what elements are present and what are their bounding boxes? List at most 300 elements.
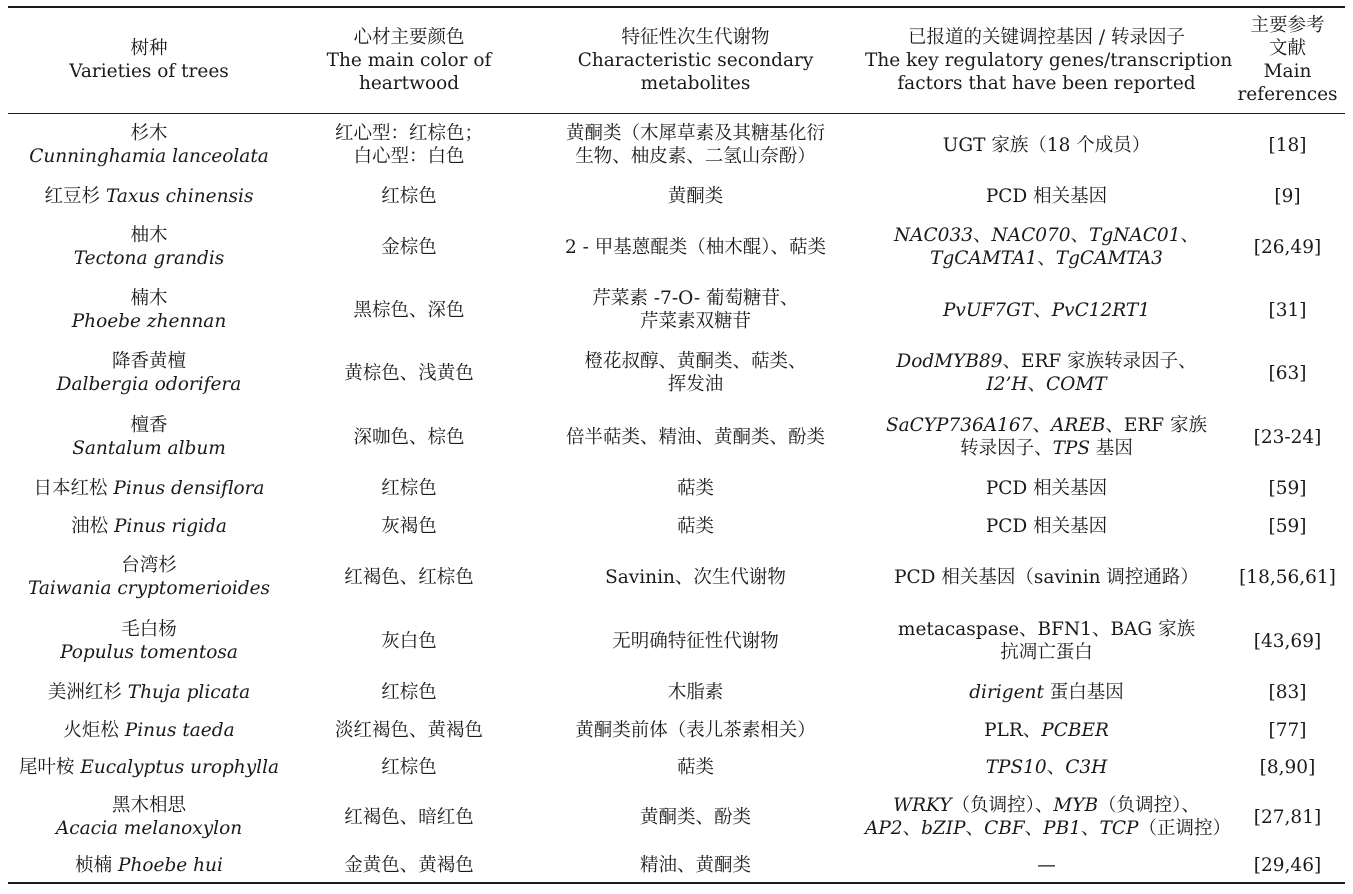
- cell-heartwood-color: [290, 113, 528, 177]
- cell-species: [8, 545, 290, 609]
- cell-heartwood-color-line: [292, 426, 526, 449]
- cell-metabolites-line: [530, 373, 861, 396]
- cell-heartwood-color-line: [292, 566, 526, 589]
- cell-heartwood-color-line: [292, 122, 526, 145]
- cell-genes: [863, 507, 1230, 545]
- header-metabolites-zh: 特征性次生代谢物: [621, 26, 770, 48]
- text-segment: 檀香: [130, 415, 168, 436]
- cell-heartwood-color: [290, 749, 528, 785]
- text-segment: 降香黄檀: [111, 351, 186, 372]
- text-segment: 红棕色: [381, 477, 437, 499]
- header-references-en-2: references: [1237, 84, 1338, 106]
- italic-term: CBF: [984, 818, 1025, 839]
- cell-heartwood-color-line: [292, 854, 526, 877]
- italic-term: PvC12RT1: [1051, 299, 1151, 321]
- cell-species-line: [10, 185, 288, 208]
- italic-term: AREB: [1050, 415, 1106, 436]
- cell-species: [8, 609, 290, 673]
- cell-species-line: [10, 310, 288, 333]
- cell-metabolites: [528, 215, 863, 279]
- cell-genes: [863, 177, 1230, 215]
- cell-metabolites: [528, 405, 863, 469]
- text-segment: 抗凋亡蛋白: [1000, 642, 1093, 663]
- cell-metabolites: [528, 673, 863, 711]
- cell-metabolites-line: [530, 630, 861, 653]
- italic-term: Populus tomentosa: [60, 642, 238, 663]
- cell-species: [8, 279, 290, 341]
- cell-metabolites: [528, 849, 863, 883]
- text-segment: 萜类: [676, 756, 714, 778]
- cell-reference-text: [18]: [1268, 134, 1307, 156]
- cell-genes-line: [865, 299, 1228, 322]
- text-segment: 精油、黄酮类: [639, 855, 751, 876]
- text-segment: 黑木相思: [111, 795, 186, 816]
- cell-reference: [1230, 279, 1345, 341]
- text-segment: 毛白杨: [121, 619, 177, 640]
- cell-metabolites: [528, 279, 863, 341]
- header-species: [8, 7, 290, 113]
- text-segment: UGT 家族（18 个成员）: [942, 134, 1151, 156]
- cell-metabolites-line: [530, 122, 861, 145]
- cell-species-line: [10, 756, 288, 779]
- cell-reference-text: [9]: [1274, 185, 1301, 207]
- text-segment: Savinin、次生代谢物: [605, 566, 786, 588]
- cell-genes-line: [865, 566, 1228, 589]
- cell-genes-line: [865, 414, 1228, 437]
- cell-genes-line: [865, 756, 1228, 779]
- cell-species-line: [10, 554, 288, 577]
- header-genes: [863, 7, 1233, 113]
- header-metabolites-en-1: Characteristic secondary: [577, 49, 814, 71]
- cell-heartwood-color: [290, 279, 528, 341]
- header-color-zh: 心材主要颜色: [353, 26, 465, 48]
- text-segment: 基因: [1090, 438, 1133, 459]
- cell-heartwood-color-line: [292, 145, 526, 168]
- cell-genes-line: [865, 373, 1228, 396]
- text-segment: 芹菜素 -7-O- 葡萄糖苷、: [592, 288, 799, 309]
- header-references: [1230, 7, 1345, 113]
- cell-species: [8, 673, 290, 711]
- cell-species-line: [10, 247, 288, 270]
- text-segment: 楠木: [130, 288, 168, 309]
- italic-term: Acacia melanoxylon: [55, 818, 243, 839]
- cell-species-line: [10, 817, 288, 840]
- cell-metabolites: [528, 545, 863, 609]
- italic-term: MYB: [1053, 795, 1099, 816]
- cell-genes: [863, 113, 1230, 177]
- text-segment: 红心型：红棕色；: [334, 123, 483, 145]
- text-segment: 柚木: [130, 225, 168, 246]
- cell-species: [8, 177, 290, 215]
- cell-metabolites-line: [530, 681, 861, 704]
- italic-term: PCBER: [1041, 719, 1109, 741]
- text-segment: 、: [1070, 225, 1090, 246]
- cell-reference: [1230, 785, 1345, 849]
- cell-heartwood-color-line: [292, 719, 526, 742]
- cell-heartwood-color-line: [292, 236, 526, 259]
- cell-genes-line: [865, 350, 1228, 373]
- cell-reference: [1230, 711, 1345, 749]
- text-segment: 金棕色: [381, 236, 437, 258]
- cell-species-line: [10, 641, 288, 664]
- cell-heartwood-color: [290, 609, 528, 673]
- italic-term: NAC070: [991, 225, 1071, 246]
- cell-genes-line: [865, 618, 1228, 641]
- cell-reference: [1230, 673, 1345, 711]
- cell-genes-line: [865, 854, 1228, 877]
- text-segment: 红棕色: [381, 756, 437, 778]
- italic-term: Phoebe hui: [118, 855, 223, 876]
- table-row: [8, 177, 1345, 215]
- cell-species-line: [10, 577, 288, 600]
- text-segment: 火炬松: [63, 719, 125, 741]
- cell-reference-text: [31]: [1268, 299, 1307, 321]
- text-segment: 、: [1081, 818, 1100, 839]
- text-segment: 黄酮类、酚类: [639, 806, 751, 828]
- cell-metabolites-line: [530, 719, 861, 742]
- cell-heartwood-color-line: [292, 630, 526, 653]
- table-row: [8, 469, 1345, 507]
- text-segment: 木脂素: [667, 681, 724, 703]
- text-segment: —: [1037, 855, 1056, 876]
- cell-heartwood-color-line: [292, 681, 526, 704]
- cell-genes: [863, 405, 1230, 469]
- cell-genes: [863, 785, 1230, 849]
- cell-metabolites-line: [530, 350, 861, 373]
- header-references-zh-2: 文献: [1268, 38, 1306, 60]
- text-segment: 萜类: [676, 477, 714, 499]
- cell-heartwood-color: [290, 673, 528, 711]
- table-row: [8, 609, 1345, 673]
- text-segment: 橙花叔醇、黄酮类、萜类、: [584, 351, 807, 372]
- cell-heartwood-color: [290, 177, 528, 215]
- text-segment: 转录因子、: [960, 438, 1053, 459]
- cell-species: [8, 849, 290, 883]
- text-segment: 红棕色: [381, 185, 437, 207]
- cell-heartwood-color-line: [292, 756, 526, 779]
- header-references-en-1: Main: [1263, 61, 1312, 83]
- cell-genes: [863, 545, 1230, 609]
- text-segment: PLR、: [984, 719, 1042, 741]
- cell-reference-text: [26,49]: [1253, 236, 1322, 258]
- header-species-en: Varieties of trees: [69, 61, 229, 83]
- cell-genes-line: [865, 794, 1228, 817]
- text-segment: 、: [1032, 415, 1051, 436]
- cell-metabolites-line: [530, 756, 861, 779]
- cell-species: [8, 469, 290, 507]
- text-segment: PCD 相关基因: [985, 185, 1108, 207]
- cell-genes-line: [865, 224, 1228, 247]
- cell-reference: [1230, 215, 1345, 279]
- cell-reference: [1230, 849, 1345, 883]
- cell-species-line: [10, 122, 288, 145]
- text-segment: 、: [1046, 756, 1066, 778]
- cell-heartwood-color-line: [292, 362, 526, 385]
- italic-term: Eucalyptus urophylla: [80, 756, 280, 778]
- text-segment: 红豆杉: [44, 185, 106, 207]
- table-row: [8, 279, 1345, 341]
- cell-metabolites-line: [530, 145, 861, 168]
- text-segment: PCD 相关基因（savinin 调控通路）: [894, 566, 1199, 588]
- cell-heartwood-color: [290, 785, 528, 849]
- text-segment: 倍半萜类、精油、黄酮类、酚类: [565, 426, 825, 448]
- text-segment: 灰褐色: [381, 515, 437, 537]
- text-segment: 日本红松: [33, 477, 114, 499]
- cell-species-line: [10, 437, 288, 460]
- text-segment: 白心型：白色: [353, 146, 465, 168]
- text-segment: 、: [965, 818, 985, 839]
- cell-heartwood-color: [290, 469, 528, 507]
- text-segment: metacaspase、BFN1、BAG 家族: [897, 619, 1196, 640]
- text-segment: 尾叶桉: [18, 756, 81, 778]
- cell-genes: [863, 749, 1230, 785]
- text-segment: 红褐色、暗红色: [344, 806, 474, 828]
- italic-term: Cunninghamia lanceolata: [29, 146, 269, 168]
- italic-term: TgCAMTA1: [930, 248, 1038, 269]
- text-segment: （负调控）、: [1098, 795, 1200, 816]
- text-segment: 、ERF 家族: [1105, 415, 1208, 436]
- cell-metabolites-line: [530, 515, 861, 538]
- cell-reference-text: [43,69]: [1253, 630, 1322, 652]
- cell-reference: [1230, 469, 1345, 507]
- cell-metabolites: [528, 341, 863, 405]
- header-color-en-1: The main color of: [326, 49, 492, 71]
- italic-term: C3H: [1065, 756, 1108, 778]
- italic-term: TPS10: [985, 756, 1047, 778]
- header-species-zh: 树种: [130, 38, 168, 60]
- cell-metabolites: [528, 113, 863, 177]
- text-segment: 2 - 甲基蒽醌类（柚木醌）、萜类: [564, 236, 827, 258]
- cell-genes: [863, 469, 1230, 507]
- cell-reference-text: [18,56,61]: [1239, 566, 1336, 588]
- cell-species-line: [10, 373, 288, 396]
- cell-genes-line: [865, 515, 1228, 538]
- cell-metabolites: [528, 785, 863, 849]
- header-genes-en-2: factors that have been reported: [897, 72, 1196, 94]
- text-segment: 淡红褐色、黄褐色: [334, 719, 483, 741]
- text-segment: 红褐色、红棕色: [344, 566, 474, 588]
- cell-species-line: [10, 350, 288, 373]
- header-metabolites: [528, 7, 863, 113]
- cell-species: [8, 749, 290, 785]
- cell-species-line: [10, 618, 288, 641]
- table-row: [8, 711, 1345, 749]
- text-segment: 、: [1027, 374, 1046, 395]
- cell-heartwood-color: [290, 545, 528, 609]
- cell-species-line: [10, 681, 288, 704]
- italic-term: Pinus rigida: [113, 515, 227, 537]
- italic-term: PB1: [1043, 818, 1081, 839]
- italic-term: COMT: [1046, 374, 1107, 395]
- cell-species: [8, 785, 290, 849]
- cell-metabolites-line: [530, 806, 861, 829]
- header-references-zh-1: 主要参考: [1250, 15, 1325, 37]
- text-segment: 台湾杉: [121, 555, 177, 576]
- cell-genes: [863, 849, 1230, 883]
- cell-genes-line: [865, 641, 1228, 664]
- cell-heartwood-color-line: [292, 185, 526, 208]
- cell-reference: [1230, 177, 1345, 215]
- cell-heartwood-color: [290, 215, 528, 279]
- table-header: [8, 7, 1345, 113]
- cell-metabolites-line: [530, 310, 861, 333]
- cell-metabolites-line: [530, 426, 861, 449]
- text-segment: 、: [1037, 248, 1056, 269]
- cell-metabolites-line: [530, 566, 861, 589]
- italic-term: Tectona grandis: [73, 248, 225, 269]
- text-segment: 、: [1033, 299, 1052, 321]
- cell-genes-line: [865, 681, 1228, 704]
- header-genes-zh: 已报道的关键调控基因 / 转录因子: [908, 26, 1185, 48]
- italic-term: NAC033: [893, 225, 973, 246]
- text-segment: PCD 相关基因: [985, 515, 1108, 537]
- text-segment: 、: [1180, 225, 1199, 246]
- table-row: [8, 507, 1345, 545]
- heartwood-table: [8, 6, 1345, 884]
- cell-metabolites: [528, 469, 863, 507]
- cell-heartwood-color-line: [292, 806, 526, 829]
- table-row: [8, 785, 1345, 849]
- cell-reference-text: [8,90]: [1259, 756, 1316, 778]
- text-segment: 黄酮类前体（表儿茶素相关）: [575, 719, 816, 741]
- cell-species: [8, 113, 290, 177]
- cell-heartwood-color: [290, 711, 528, 749]
- cell-species-line: [10, 794, 288, 817]
- header-color-en-2: heartwood: [358, 72, 460, 94]
- text-segment: 、: [902, 818, 922, 839]
- text-segment: 油松: [71, 515, 114, 537]
- cell-species-line: [10, 287, 288, 310]
- cell-reference-text: [77]: [1268, 719, 1307, 741]
- cell-metabolites-line: [530, 854, 861, 877]
- cell-metabolites: [528, 177, 863, 215]
- italic-term: bZIP: [921, 818, 966, 839]
- italic-term: Pinus taeda: [124, 719, 235, 741]
- italic-term: TCP: [1099, 818, 1139, 839]
- text-segment: 蛋白基因: [1043, 681, 1124, 703]
- text-segment: 黄棕色、浅黄色: [344, 362, 474, 384]
- cell-genes-line: [865, 437, 1228, 460]
- table-row: [8, 341, 1345, 405]
- cell-species-line: [10, 719, 288, 742]
- text-segment: 生物、柚皮素、二氢山奈酚）: [575, 146, 816, 168]
- italic-term: SaCYP736A167: [885, 415, 1033, 436]
- italic-term: TPS: [1052, 438, 1091, 459]
- italic-term: Dalbergia odorifera: [56, 374, 242, 395]
- cell-species: [8, 215, 290, 279]
- text-segment: 芹菜素双糖苷: [639, 311, 751, 332]
- text-segment: 金黄色、黄褐色: [344, 855, 474, 876]
- text-segment: 、: [1024, 818, 1044, 839]
- table-row: [8, 749, 1345, 785]
- italic-term: TgNAC01: [1089, 225, 1181, 246]
- cell-metabolites: [528, 609, 863, 673]
- cell-genes-line: [865, 817, 1231, 840]
- italic-term: Taiwania cryptomerioides: [27, 578, 271, 599]
- text-segment: PCD 相关基因: [985, 477, 1108, 499]
- header-genes-en-1: The key regulatory genes/transcription: [865, 49, 1233, 71]
- cell-genes-line: [865, 185, 1228, 208]
- table-body: [8, 113, 1345, 883]
- italic-term: WRKY: [893, 795, 952, 816]
- cell-heartwood-color: [290, 341, 528, 405]
- cell-reference-text: [59]: [1268, 515, 1307, 537]
- cell-metabolites: [528, 711, 863, 749]
- cell-genes-line: [865, 719, 1228, 742]
- text-segment: 杉木: [130, 123, 168, 145]
- cell-reference: [1230, 749, 1345, 785]
- cell-heartwood-color: [290, 405, 528, 469]
- header-row: [8, 7, 1345, 113]
- table-row: [8, 673, 1345, 711]
- cell-reference-text: [27,81]: [1253, 806, 1322, 828]
- cell-heartwood-color-line: [292, 515, 526, 538]
- text-segment: 、: [973, 225, 992, 246]
- cell-genes: [863, 609, 1230, 673]
- cell-heartwood-color: [290, 507, 528, 545]
- cell-reference-text: [29,46]: [1253, 855, 1322, 876]
- cell-species: [8, 341, 290, 405]
- cell-reference: [1230, 507, 1345, 545]
- text-segment: （负调控）、: [951, 795, 1054, 816]
- italic-term: TgCAMTA3: [1055, 248, 1163, 269]
- italic-term: Santalum album: [72, 438, 226, 459]
- header-color: [290, 7, 528, 113]
- text-segment: 深咖色、棕色: [353, 426, 465, 448]
- text-segment: 黄酮类: [667, 185, 724, 207]
- text-segment: 萜类: [676, 515, 714, 537]
- text-segment: 黑棕色、深色: [353, 299, 465, 321]
- cell-genes-line: [865, 477, 1228, 500]
- header-metabolites-en-2: metabolites: [640, 72, 751, 94]
- cell-species-line: [10, 477, 288, 500]
- italic-term: PvUF7GT: [942, 299, 1034, 321]
- cell-heartwood-color: [290, 849, 528, 883]
- cell-metabolites-line: [530, 185, 861, 208]
- table-row: [8, 215, 1345, 279]
- text-segment: 无明确特征性代谢物: [612, 630, 779, 652]
- cell-species-line: [10, 145, 288, 168]
- text-segment: 美洲红杉: [47, 681, 128, 703]
- italic-term: AP2: [865, 818, 903, 839]
- cell-species: [8, 405, 290, 469]
- italic-term: Taxus chinensis: [105, 185, 254, 207]
- italic-term: DodMYB89: [896, 351, 1003, 372]
- cell-species-line: [10, 224, 288, 247]
- cell-reference-text: [59]: [1268, 477, 1307, 499]
- cell-metabolites-line: [530, 477, 861, 500]
- text-segment: 黄酮类（木犀草素及其糖基化衍: [565, 123, 825, 145]
- cell-species: [8, 507, 290, 545]
- text-segment: 灰白色: [381, 630, 437, 652]
- cell-reference-text: [23-24]: [1253, 426, 1322, 448]
- cell-species: [8, 711, 290, 749]
- table-row: [8, 849, 1345, 883]
- italic-term: I2’H: [986, 374, 1028, 395]
- cell-metabolites: [528, 749, 863, 785]
- text-segment: 桢楠: [75, 855, 118, 876]
- italic-term: Phoebe zhennan: [71, 311, 227, 332]
- cell-species-line: [10, 515, 288, 538]
- cell-reference-text: [63]: [1268, 362, 1307, 384]
- italic-term: Thuja plicata: [127, 681, 251, 703]
- text-segment: 、ERF 家族转录因子、: [1002, 351, 1197, 372]
- text-segment: 红棕色: [381, 681, 437, 703]
- text-segment: （正调控）: [1138, 818, 1231, 839]
- cell-reference: [1230, 341, 1345, 405]
- cell-heartwood-color-line: [292, 477, 526, 500]
- cell-reference-text: [83]: [1268, 681, 1307, 703]
